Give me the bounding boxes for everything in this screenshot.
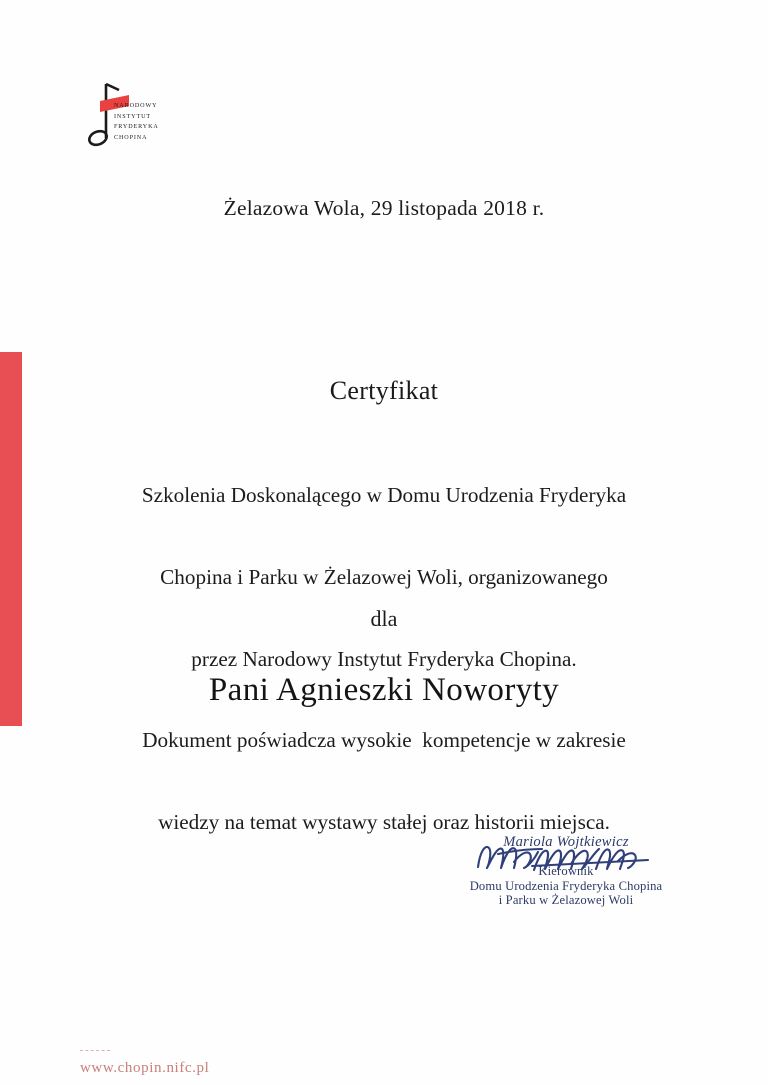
role-line-3: i Parku w Żelazowej Woli	[498, 893, 634, 908]
left-red-accent-bar	[0, 352, 22, 726]
role-line-1: Kierownik	[538, 864, 594, 878]
logo-line-1: NARODOWY	[114, 103, 158, 109]
signature-block	[448, 834, 684, 908]
place-and-date: Żelazowa Wola, 29 listopada 2018 r.	[223, 196, 545, 220]
website-url[interactable]: www.chopin.nifc.pl	[80, 1060, 210, 1076]
logo-line-2: INSTYTUT	[114, 113, 151, 120]
body-line-5: wiedzy na temat wystawy stałej oraz historii miejsca.	[158, 809, 610, 834]
body-line-2: Chopina i Parku w Żelazowej Woli, organizowanego	[160, 565, 608, 590]
for-label: dla	[370, 606, 398, 631]
institute-logo-text	[114, 101, 159, 143]
logo-line-3: FRYDERYKA	[114, 124, 159, 130]
logo-line-4: CHOPINA	[114, 134, 148, 141]
recipient-name: Pani Agnieszki Noworyty	[208, 672, 560, 708]
role-line-2: Domu Urodzenia Fryderyka Chopina	[469, 878, 663, 893]
institute-logo	[88, 78, 188, 162]
certificate-body	[64, 428, 704, 890]
page-footer	[80, 1050, 380, 1077]
certificate-title: Certyfikat	[329, 376, 439, 405]
body-line-1: Szkolenia Doskonalącego w Domu Urodzenia Fryderyka	[141, 483, 627, 508]
signatory-printed-name: Mariola Wojtkiewicz	[503, 834, 629, 850]
signatory-role	[448, 864, 684, 908]
body-line-4: Dokument poświadcza wysokie kompetencje w zakresie	[142, 728, 626, 753]
footer-dashed-rule	[80, 1050, 110, 1051]
body-line-3: przez Narodowy Instytut Fryderyka Chopina.	[191, 646, 577, 671]
